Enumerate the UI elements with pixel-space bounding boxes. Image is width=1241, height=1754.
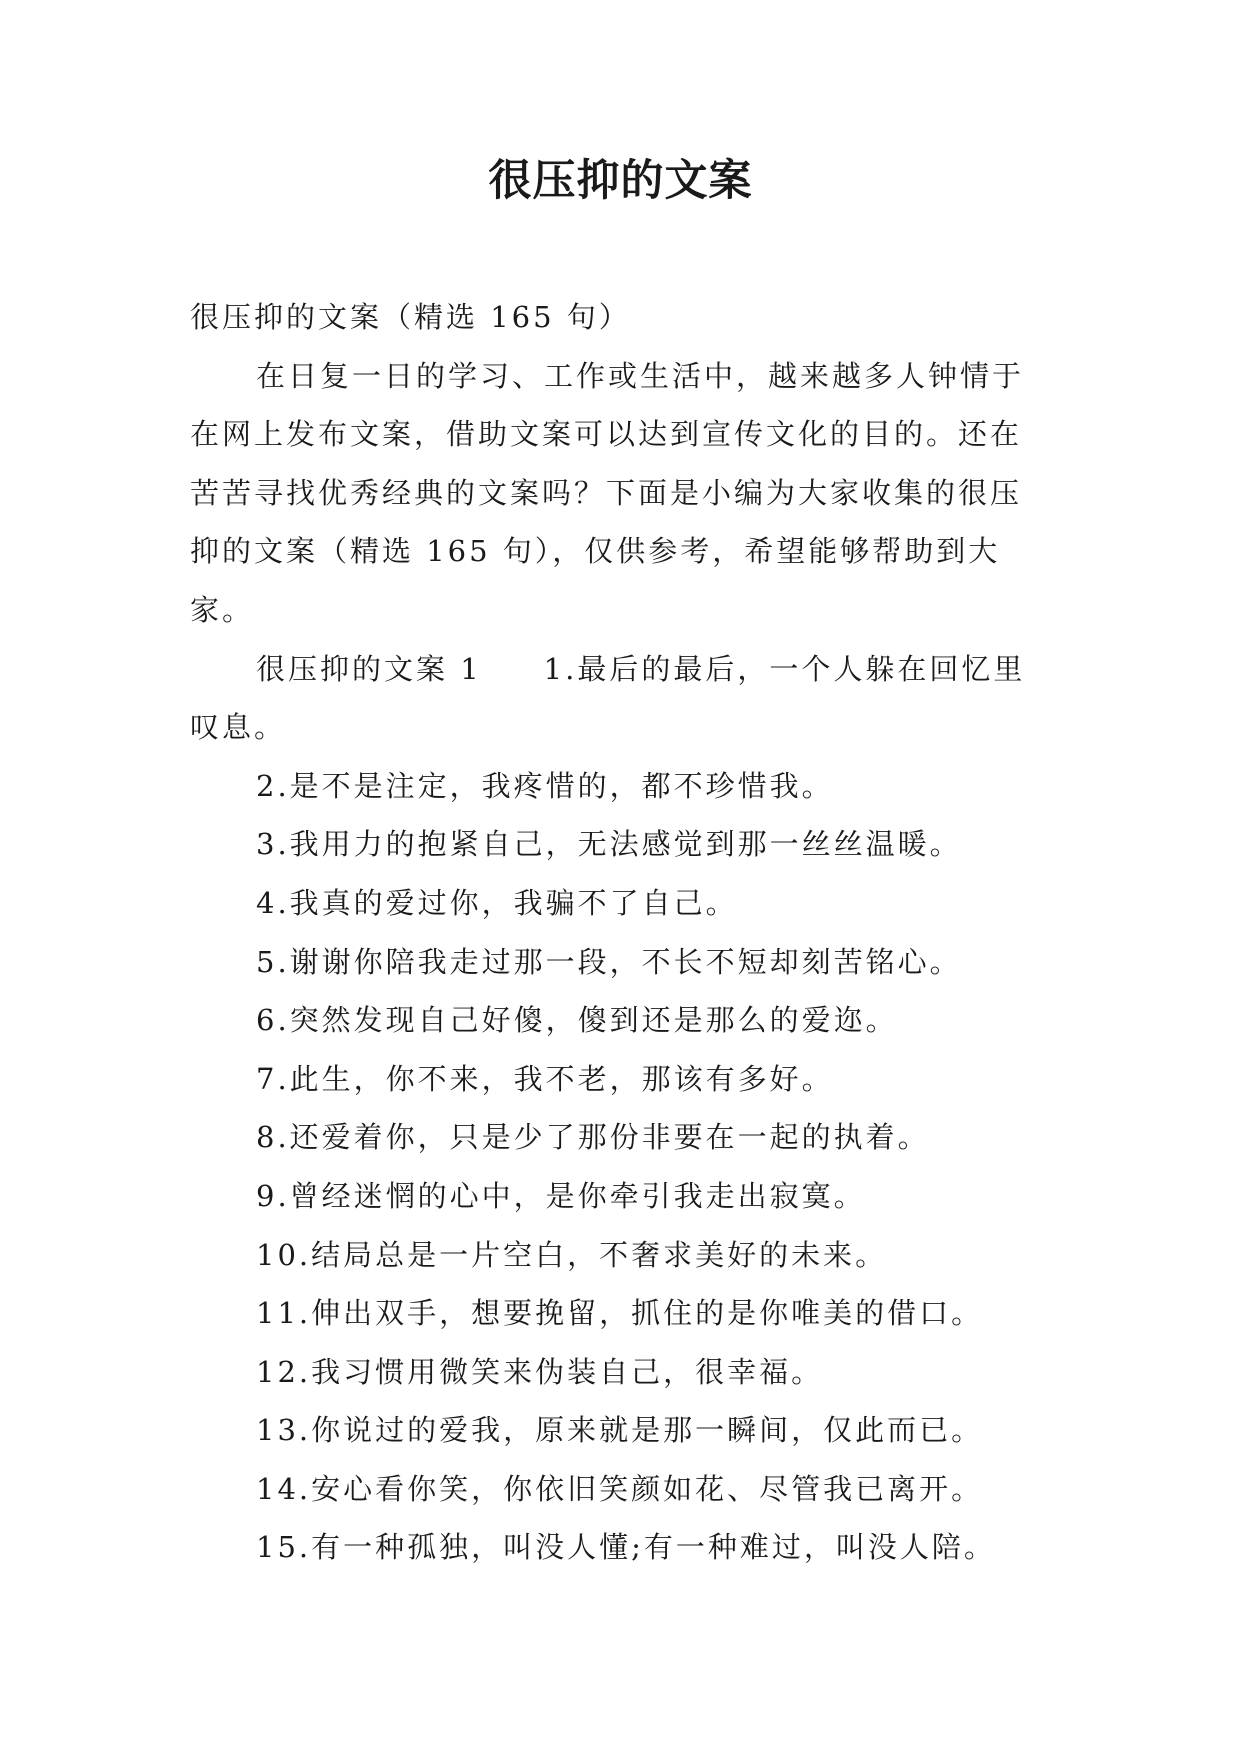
list-item: 8.还爱着你，只是少了那份非要在一起的执着。 (256, 1120, 930, 1155)
section-heading: 很压抑的文案 1 (256, 651, 482, 686)
list-item: 5.谢谢你陪我走过那一段，不长不短却刻苦铭心。 (256, 944, 962, 979)
list-item: 6.突然发现自己好傻，傻到还是那么的爱迩。 (256, 1003, 898, 1038)
list-item: 13.你说过的爱我，原来就是那一瞬间，仅此而已。 (256, 1413, 984, 1448)
document-title: 很压抑的文案 (488, 156, 753, 206)
subtitle: 很压抑的文案（精选 165 句） (190, 300, 631, 334)
list-item: 9.曾经迷惘的心中，是你牵引我走出寂寞。 (256, 1178, 866, 1213)
list-item: 15.有一种孤独，叫没人懂;有一种难过，叫没人陪。 (256, 1530, 996, 1565)
document-body (190, 288, 1052, 1577)
list-item: 12.我习惯用微笑来伪装自己，很幸福。 (256, 1354, 824, 1389)
list-item: 11.伸出双手，想要挽留，抓住的是你唯美的借口。 (256, 1296, 984, 1331)
list-item: 3.我用力的抱紧自己，无法感觉到那一丝丝温暖。 (256, 827, 962, 862)
list-item: 10.结局总是一片空白，不奢求美好的未来。 (256, 1237, 888, 1272)
first-item: 1.最后的最后，一个人躲在回忆里叹息。 (190, 651, 1026, 745)
section-paragraph (190, 640, 1052, 757)
list-item: 14.安心看你笑，你依旧笑颜如花、尽管我已离开。 (256, 1471, 984, 1506)
list-item: 4.我真的爱过你，我骗不了自己。 (256, 885, 738, 920)
intro-paragraph: 在日复一日的学习、工作或生活中，越来越多人钟情于在网上发布文案，借助文案可以达到宣传文化的目的。还在苦苦寻找优秀经典的文案吗？下面是小编为大家收集的很压抑的文案（精选 165 句），仅供参考，希望能够帮助到大家。 (190, 358, 1025, 627)
list-item: 7.此生，你不来，我不老，那该有多好。 (256, 1061, 834, 1096)
list-item: 2.是不是注定，我疼惜的，都不珍惜我。 (256, 768, 834, 803)
